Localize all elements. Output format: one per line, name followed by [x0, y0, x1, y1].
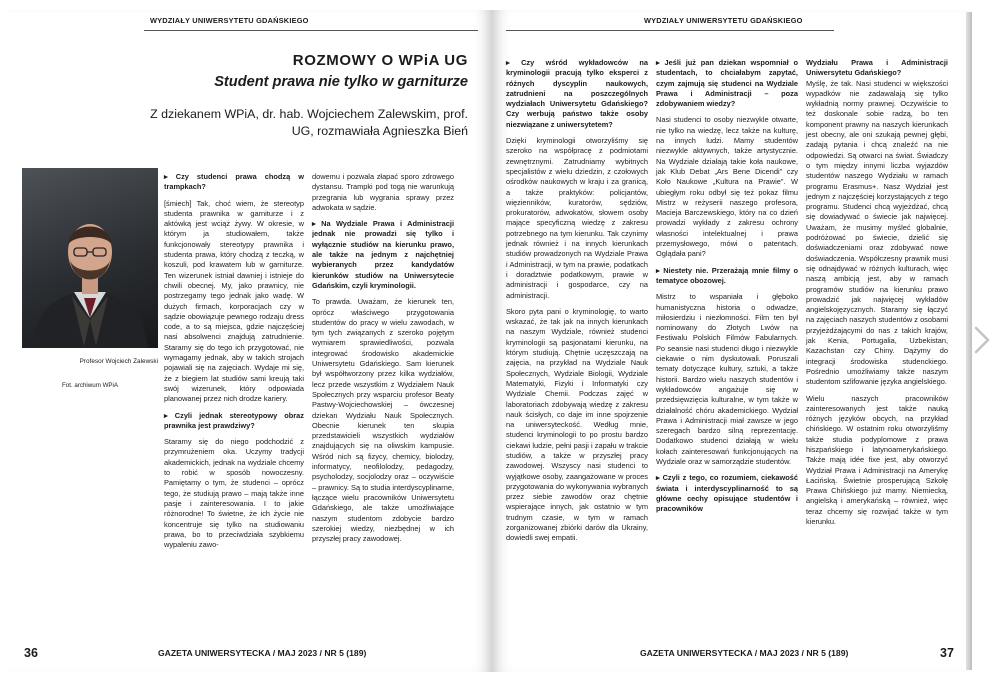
next-page-button[interactable] [970, 320, 994, 360]
page-number: 36 [24, 646, 38, 660]
header-rule [506, 30, 834, 31]
portrait-photo [22, 168, 158, 348]
left-page [8, 10, 492, 672]
interview-byline: Z dziekanem WPiA, dr. hab. Wojciechem Zalewskim, prof. UG, rozmawiała Agnieszka Bień [150, 107, 468, 138]
chevron-right-icon [973, 325, 991, 355]
interview-answer: Wielu naszych pracowników zainteresowanych jest także nauką różnych języków obcych, na przykład chińskiego. W ostatnim roku otworzyliśmy także studia podyplomowe z prawa hiszpańskiego i latynoamerykańskiego. Także mają idée fixe jest, aby otworzyć Wydział Prawa i Administracji na Amerykę Łacińską. Świetnie prosperującą Szkołę Prawa Chińskiego już mamy. Niemiecką, angielską i amerykańską – również, więc teraz chcemy się rozwijać także w tym kierunku. [806, 393, 948, 527]
interview-subtitle: Student prawa nie tylko w garniturze [214, 74, 468, 90]
right-page [492, 10, 972, 672]
interview-answer: To prawda. Uważam, że kierunek ten, oprócz właściwego przygotowania studentów do pracy w wielu zawodach, w tym tych związanych z szeroko pojętym wymiarem sprawiedliwości, pozwala integrować środowisko akademickie Uniwersytetu Gdańskiego. Sam kierunek był współtworzony przez kilka wydziałów, lecz przede wszystkim z Wydziałem Nauk Społecznych przy wsparciu profesor Beaty Pastwy-Wojciechowskiej – ówczesnej dziekan Wydziału Nauk Społecznych. Obecnie kierunek ten skupia przedstawicieli wszystkich wydziałów znajdujących się na oliwskim kampusie. Wśród nich są fizycy, chemicy, biolodzy, informatycy, neofilolodzy, pedagodzy, psycholodzy, socjolodzy oraz – oczywiście – prawnicy. Są to studia interdyscyplinarne, łączące wielu pracowników Uniwersytetu Gdańskiego, ale także umożliwiające naszym studentom zdobycie bardzo szerokiej wiedzy, niezbędnej w ich przyszłej pracy zawodowej. [312, 297, 454, 544]
interview-question: ▸ Na Wydziale Prawa i Administracji jednak nie prowadzi się tylko i wyłącznie studiów na kierunku prawo, ale także na jednym z najchętniej wybieranych przez kandydatów kierunków studiów na Uniwersytecie Gdańskim, czyli kryminologii. [312, 219, 454, 291]
interview-answer: Myślę, że tak. Nasi studenci w większości wypadków nie zadawalają się tylko wykładnią normy prawnej. Oczywiście to też doskonale sobie radzą, bo ten komponent prawny na naszych kierunkach jest obecny, ale oni szukają pewnej głębi, zadają pytania i chcą znaleźć na nie odpowiedzi. Są otwarci na świat. Świadczy o tym między innymi liczba wyjazdów studentów naszego Wydziału w ramach programu Erasmus+. Nasz Wydział jest jednym z najczęściej korzystających z tego programu. Studenci chcą wyjeżdżać, chcą się dowiadywać o świecie jak najwięcej. Uważam, że musimy myśleć globalnie, podróżować po świecie, dzielić się doświadczeniami oraz zdobywać nowe doświadczenia. Współczesny prawnik musi się odnajdywać w różnych kulturach, więc naszą ambicją jest, aby w ramach programów studiów na kierunku prawo prowadzić jak najwięcej wykładów angielskojęzycznych. Staramy się łączyć na zajęciach naszych studentów z osobami przyjeżdżającymi do nas z takich krajów, jak Kenia, Portugalia, Uzbekistan, Kazachstan czy Chiny. Dążymy do integracji środowiska studenckiego. Pośrednio umożliwiamy także naszym studentom szlifowanie języka angielskiego. [806, 78, 948, 387]
page-number: 37 [940, 646, 954, 660]
interview-question: ▸ Czyli jednak stereotypowy obraz prawnika jest prawdziwy? [164, 411, 304, 432]
interview-answer: Mistrz to wspaniała i głęboko humanistyczna historia o odwadze, miłosierdziu i niezłomności. Film ten był nominowany do Złotych Lwów na Festiwalu Polskich Filmów Fabularnych. Po seansie nasi studenci długo i niezwykle ciekawie o nim dyskutowali. Poruszali tematy dotyczące kultury, sztuki, a także historii. Bardzo wielu naszych studentów i wykładowców angażuje się w przedsięwzięcia kulturalne, w tym także w działalność chóru akademickiego. Wydział Prawa i Administracji miał zawsze w jego szeregach bardzo silną reprezentację. Dodatkowo studenci działają w wielu kołach zainteresowań funkcjonujących na Wydziale oraz w samorządzie studentów. [656, 292, 798, 466]
interview-title: ROZMOWY O WPiA UG [292, 52, 468, 69]
right-column-2 [656, 58, 798, 520]
interview-question: ▸ Niestety nie. Przerażają mnie filmy o tematyce obozowej. [656, 266, 798, 287]
interview-answer: Dzięki kryminologii otworzyliśmy się szeroko na współpracę z podmiotami zewnętrznymi. Zatrudniamy wybitnych specjalistów z wielu dziedzin, z czołowych ośrodków naukowych w kraju i za granicą, a także praktyków: policjantów, więzienników, kuratorów, sędziów, prokuratorów, adwokatów, słowem osoby mające specyficzną wiedzę z zakresu potrzebnego na tym kierunku. Tak czynimy jednak również i na innych kierunkach studiów prowadzonych na Wydziale Prawa i Administracji, w tym na prawie, podatkach i doradztwie podatkowym, prawie w administracji i gospodarce, czy na administracji. [506, 136, 648, 300]
interview-answer: [śmiech] Tak, choć wiem, że stereotyp studenta prawnika w garniturze i z aktówką jest wciąż żywy. W okresie, w którym ja studiowałem, także funkcjonowały stereotypy prawnika i studenta prawa, który chodzą z teczką, w koszuli, pod krawatem lub w garniturze. Ten wizerunek istniał dawniej i istnieje do chwili obecnej. My, jako prawnicy, nie postrzegamy tego jednak jako wadę. W dużych firmach, korporacjach czy w sądzie obowiązuje pewnego rodzaju dress code, a to są miejsca, gdzie najczęściej nasi absolwenci znajdują zatrudnienie. Staramy się do tego ich przygotować, nie wymagamy jednak, aby w takich strojach pojawiali się na zajęciach. Wydaje mi się, że z biegiem lat studiów sami kreują taki swój wizerunek, który odpowiada planowanej przez nich drodze kariery. [164, 198, 304, 404]
interview-question-continued: Wydziału Prawa i Administracji Uniwersytetu Gdańskiego? [806, 58, 948, 78]
interview-question: ▸ Jeśli już pan dziekan wspomniał o studentach, to chciałabym zapytać, czym zajmują się studenci na Wydziale Prawa i Administracji – poza zdobywaniem wiedzy? [656, 58, 798, 109]
right-column-3 [806, 58, 948, 533]
department-header: WYDZIAŁY UNIWERSYTETU GDAŃSKIEGO [150, 16, 309, 25]
page-footer: GAZETA UNIWERSYTECKA / MAJ 2023 / NR 5 (189) [640, 648, 849, 658]
interview-question: ▸ Czy studenci prawa chodzą w trampkach? [164, 172, 304, 193]
right-column-1 [506, 58, 648, 550]
interview-answer: Skoro pyta pani o kryminologię, to warto wskazać, że tak jak na innych kierunkach na naszym Wydziale, również studenci kryminologii są pasjonatami kierunku, na którym studiują. Chętnie uczęszczają na zajęcia, na przykład na Wydziale Nauk Społecznych, Wydziale Biologii, Wydziale Matematyki, Fizyki i Informatyki czy Wydziale Chemii. Podczas zajęć w laboratoriach zdobywają wiedzę z zakresu nauk ścisłych, co daje im inne spojrzenie na uniwersyteckość. Według mnie, studenci kryminologii to po prostu bardzo ciekawi ludzie, pełni pasji i zapału w trakcie studiów, a także w przyszłej pracy zawodowej. Wszyscy nasi studenci to wyjątkowe osoby, zaangażowane w proces przygotowania do wykonywania wybranych przez siebie zawodów oraz chętnie wspierające innych, jak ostatnio w tym trudnym czasie, w tym w ramach zorganizowanej zbiórki darów dla Ukrainy, dowiedli swej empatii. [506, 306, 648, 543]
department-header: WYDZIAŁY UNIWERSYTETU GDAŃSKIEGO [644, 16, 803, 25]
header-rule [144, 30, 478, 31]
interview-answer: dowemu i pozwala złapać sporo zdrowego dystansu. Trampki pod togą nie warunkują przegrania lub wygrania sprawy przez adwokata w sądzie. [312, 172, 454, 212]
interview-answer: Nasi studenci to osoby niezwykle otwarte, nie tylko na wiedzę, lecz także na kulturę, na innych ludzi. Mamy studentów niezwykle aktywnych, także artystycznie. Na Wydziale działają takie koła naukowe, jak Klub Debat „Ars Bene Dicendi” czy Koło Naukowe „Kultura na Prawie”. W ubiegłym roku odbył się też pokaz filmu Mistrz w reżyserii naszego profesora, Macieja Barczewskiego, który na co dzień prowadzi wykłady z zakresu ochrony własności intelektualnej i prawa przemysłowego, mówi o patentach. Oglądała pani? [656, 115, 798, 259]
interview-question: ▸ Czyli z tego, co rozumiem, ciekawość świata i interdyscyplinarność to są główne cechy opisujące studentów i pracowników [656, 473, 798, 514]
interview-answer: Staramy się do niego podchodzić z przymrużeniem oka. Uczymy tradycji akademickich, jednak na wydziale chcemy to robić w sposób nowoczesny. Pamiętamy o tym, że studenci – oprócz tego, że studiują prawo – mają także inne pasje i zainteresowania. I to jakie różnorodne! To świetne, że ich życie nie koncentruje się tylko na studiowaniu prawa, bo to przeciwdziała szybkiemu wypaleniu zawo- [164, 437, 304, 550]
left-column-1 [164, 172, 304, 556]
page-footer: GAZETA UNIWERSYTECKA / MAJ 2023 / NR 5 (189) [158, 648, 367, 658]
interview-question: ▸ Czy wśród wykładowców na kryminologii pracują tylko eksperci z różnych dyscyplin naukowych, zatrudnieni na poszczególnych wydziałach Uniwersytetu Gdańskiego? Czy werbują państwo także osoby niezwiązane z uniwersytetem? [506, 58, 648, 130]
photo-credit: Fot. archiwum WPiA [62, 382, 119, 389]
left-column-2 [312, 172, 454, 550]
photo-caption: Profesor Wojciech Zalewski [79, 358, 158, 365]
